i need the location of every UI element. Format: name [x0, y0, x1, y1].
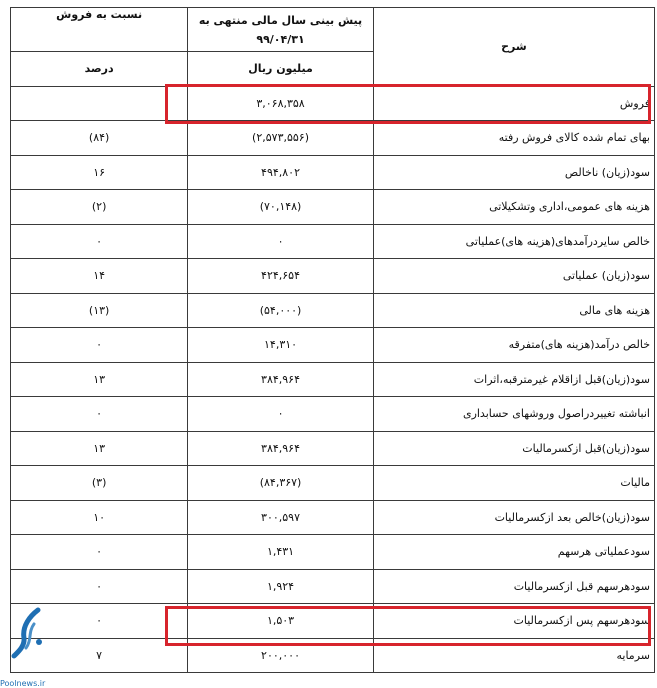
ratio-unit: درصد	[11, 52, 188, 87]
row-amount: (۵۴,۰۰۰)	[188, 293, 374, 328]
table-row	[11, 569, 655, 604]
row-label: هزینه های مالی	[373, 293, 654, 328]
row-label: خالص درآمد(هزینه های)متفرقه	[373, 328, 654, 363]
watermark-site: Poolnews.ir	[0, 679, 46, 688]
row-amount: ۴۹۴,۸۰۲	[188, 155, 374, 190]
row-label: بهای تمام شده کالای فروش رفته	[373, 121, 654, 156]
row-label: سود(زیان)قبل ازکسرمالیات	[373, 431, 654, 466]
table-row	[11, 362, 655, 397]
row-label: سود(زیان) عملیاتی	[373, 259, 654, 294]
row-amount: ۱,۹۲۴	[188, 569, 374, 604]
row-amount: ۰	[188, 397, 374, 432]
row-ratio: ۰	[11, 569, 188, 604]
row-amount: ۲۰۰,۰۰۰	[188, 638, 374, 673]
row-ratio: ۰	[11, 604, 188, 639]
row-amount: ۱۴,۳۱۰	[188, 328, 374, 363]
table-row	[11, 224, 655, 259]
row-label: سود(زیان) ناخالص	[373, 155, 654, 190]
watermark	[0, 606, 58, 688]
table-row	[11, 466, 655, 501]
row-label: فروش	[373, 86, 654, 121]
poolnews-logo-icon	[8, 606, 48, 666]
row-amount: ۰	[188, 224, 374, 259]
table-row	[11, 397, 655, 432]
table-row	[11, 259, 655, 294]
row-ratio: ۷	[11, 638, 188, 673]
row-amount: (۷۰,۱۴۸)	[188, 190, 374, 225]
row-ratio	[11, 86, 188, 121]
row-ratio: (۳)	[11, 466, 188, 501]
row-ratio: (۸۴)	[11, 121, 188, 156]
row-ratio: ۱۴	[11, 259, 188, 294]
table-row	[11, 121, 655, 156]
row-label: مالیات	[373, 466, 654, 501]
ratio-header: نسبت به فروش	[11, 8, 188, 52]
row-ratio: ۰	[11, 535, 188, 570]
table-row	[11, 431, 655, 466]
row-amount: ۳,۰۶۸,۳۵۸	[188, 86, 374, 121]
table-row	[11, 155, 655, 190]
row-amount: ۱,۵۰۳	[188, 604, 374, 639]
row-amount: (۲,۵۷۳,۵۵۶)	[188, 121, 374, 156]
amount-unit: میلیون ریال	[188, 52, 374, 87]
row-ratio: ۱۶	[11, 155, 188, 190]
highlight-sales-row	[165, 84, 651, 124]
row-amount: ۱,۴۳۱	[188, 535, 374, 570]
row-label: سود(زیان)خالص بعد ازکسرمالیات	[373, 500, 654, 535]
row-label: انباشته تغییردراصول وروشهای حسابداری	[373, 397, 654, 432]
row-label: سودعملیاتی هرسهم	[373, 535, 654, 570]
row-label: هزینه های عمومی،اداری وتشکیلاتی	[373, 190, 654, 225]
row-ratio: ۱۳	[11, 431, 188, 466]
row-amount: ۴۲۴,۶۵۴	[188, 259, 374, 294]
row-label: سرمایه	[373, 638, 654, 673]
row-label: سود(زیان)قبل ازاقلام غیرمترقبه،اثرات	[373, 362, 654, 397]
row-amount: ۳۰۰,۵۹۷	[188, 500, 374, 535]
forecast-period-title: پیش بینی سال مالی منتهی به	[198, 13, 363, 27]
row-ratio: ۰	[11, 397, 188, 432]
table-row	[11, 293, 655, 328]
forecast-period-date: ۹۹/۰۴/۳۱	[256, 32, 305, 46]
row-amount: (۸۴,۳۶۷)	[188, 466, 374, 501]
table-row	[11, 535, 655, 570]
row-ratio: ۰	[11, 328, 188, 363]
row-label: خالص سایردرآمدهای(هزینه های)عملیاتی	[373, 224, 654, 259]
table-body	[11, 86, 655, 673]
row-amount: ۳۸۴,۹۶۴	[188, 431, 374, 466]
row-ratio: ۱۰	[11, 500, 188, 535]
row-amount: ۳۸۴,۹۶۴	[188, 362, 374, 397]
table-row	[11, 500, 655, 535]
row-ratio: (۲)	[11, 190, 188, 225]
table-row	[11, 328, 655, 363]
row-label: سودهرسهم قبل ازکسرمالیات	[373, 569, 654, 604]
row-ratio: ۰	[11, 224, 188, 259]
description-header: شرح	[373, 8, 654, 87]
forecast-period-header	[188, 8, 374, 52]
row-ratio: ۱۳	[11, 362, 188, 397]
header-row	[11, 8, 655, 52]
table-row	[11, 190, 655, 225]
row-label: سودهرسهم پس ازکسرمالیات	[373, 604, 654, 639]
row-ratio: (۱۳)	[11, 293, 188, 328]
highlight-eps-after-tax-row	[165, 606, 651, 646]
